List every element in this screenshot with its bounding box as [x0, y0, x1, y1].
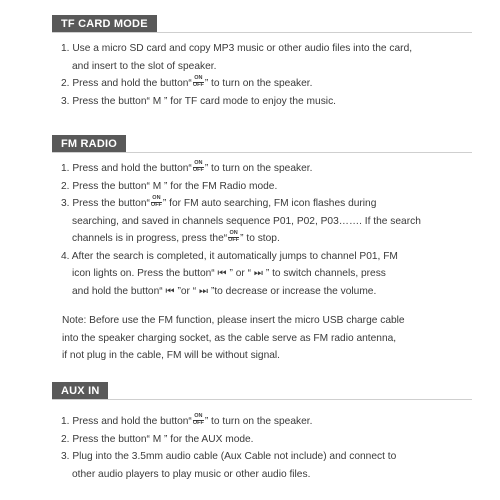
fm-step-3-stop-text: channels is in progress, press the“: [72, 233, 228, 244]
aux-in-section: [52, 381, 472, 491]
fm-note-line-2: into the speaker charging socket, as the cable serve as FM radio antenna,: [62, 332, 397, 344]
tf-card-title: TF CARD MODE: [52, 15, 157, 33]
tf-step-1-cont: and insert to the slot of speaker.: [72, 60, 217, 72]
fm-radio-title: FM RADIO: [52, 135, 126, 153]
fm-step-1: [61, 160, 472, 178]
fm-note-line-3: if not plug in the cable, FM will be without signal.: [62, 350, 281, 361]
on-off-icon: ON OFF: [192, 160, 204, 174]
aux-step-3-cont: other audio players to play music or other audio files.: [72, 468, 311, 480]
aux-in-title: AUX IN: [52, 382, 108, 400]
fm-step-3-text-end: ” for FM auto searching, FM icon flashes during: [162, 198, 377, 209]
fm-step-3: [61, 195, 472, 213]
aux-step-1: [61, 413, 472, 431]
fm-step-2: 2. Press the button“ M ” for the FM Radio mode.: [61, 180, 278, 192]
fm-step-3-cont: searching, and saved in channels sequence P01, P02, P03……. If the search: [72, 215, 421, 227]
on-off-icon: ON OFF: [228, 230, 240, 244]
section-divider: [52, 399, 472, 400]
fm-step-3-stop-end: ” to stop.: [240, 233, 280, 244]
on-off-icon: ON OFF: [192, 75, 204, 89]
aux-step-2: 2. Press the button“ M ” for the AUX mode.: [61, 433, 254, 445]
aux-step-1-text: 1. Press and hold the button“: [61, 416, 192, 427]
tf-step-2: [61, 75, 472, 93]
fm-step-1-text: 1. Press and hold the button“: [61, 163, 192, 174]
fm-radio-steps: [61, 160, 472, 300]
aux-in-steps: [61, 413, 472, 483]
fm-step-4-cont-2: and hold the button“ ⏮ ”or “ ⏭ ”to decrease or increase the volume.: [72, 285, 377, 297]
section-divider: [52, 152, 472, 153]
fm-note-line-1: Note: Before use the FM function, please insert the micro USB charge cable: [62, 315, 405, 326]
tf-step-3: 3. Press the button“ M ” for TF card mode to enjoy the music.: [61, 95, 336, 107]
fm-step-4-cont: icon lights on. Press the button“ ⏮ ” or “ ⏭ ” to switch channels, press: [72, 268, 386, 279]
fm-step-1-text-end: ” to turn on the speaker.: [204, 163, 313, 174]
aux-step-3: 3. Plug into the 3.5mm audio cable (Aux Cable not include) and connect to: [61, 451, 397, 462]
aux-step-1-text-end: ” to turn on the speaker.: [204, 416, 313, 427]
on-off-icon: ON OFF: [192, 413, 204, 427]
fm-step-3-text: 3. Press the button“: [61, 198, 150, 209]
tf-step-2-text-end: ” to turn on the speaker.: [204, 78, 313, 89]
fm-radio-section: [52, 134, 472, 364]
tf-step-2-text: 2. Press and hold the button“: [61, 78, 192, 89]
section-divider: [52, 32, 472, 33]
fm-step-3-cont-2: [61, 230, 472, 248]
tf-step-1: 1. Use a micro SD card and copy MP3 music or other audio files into the card,: [61, 43, 413, 54]
on-off-icon: ON OFF: [150, 195, 162, 209]
tf-card-steps: [61, 40, 472, 110]
fm-step-4: 4. After the search is completed, it automatically jumps to channel P01, FM: [61, 250, 398, 262]
fm-note: [62, 312, 472, 365]
tf-card-section: [52, 14, 472, 124]
